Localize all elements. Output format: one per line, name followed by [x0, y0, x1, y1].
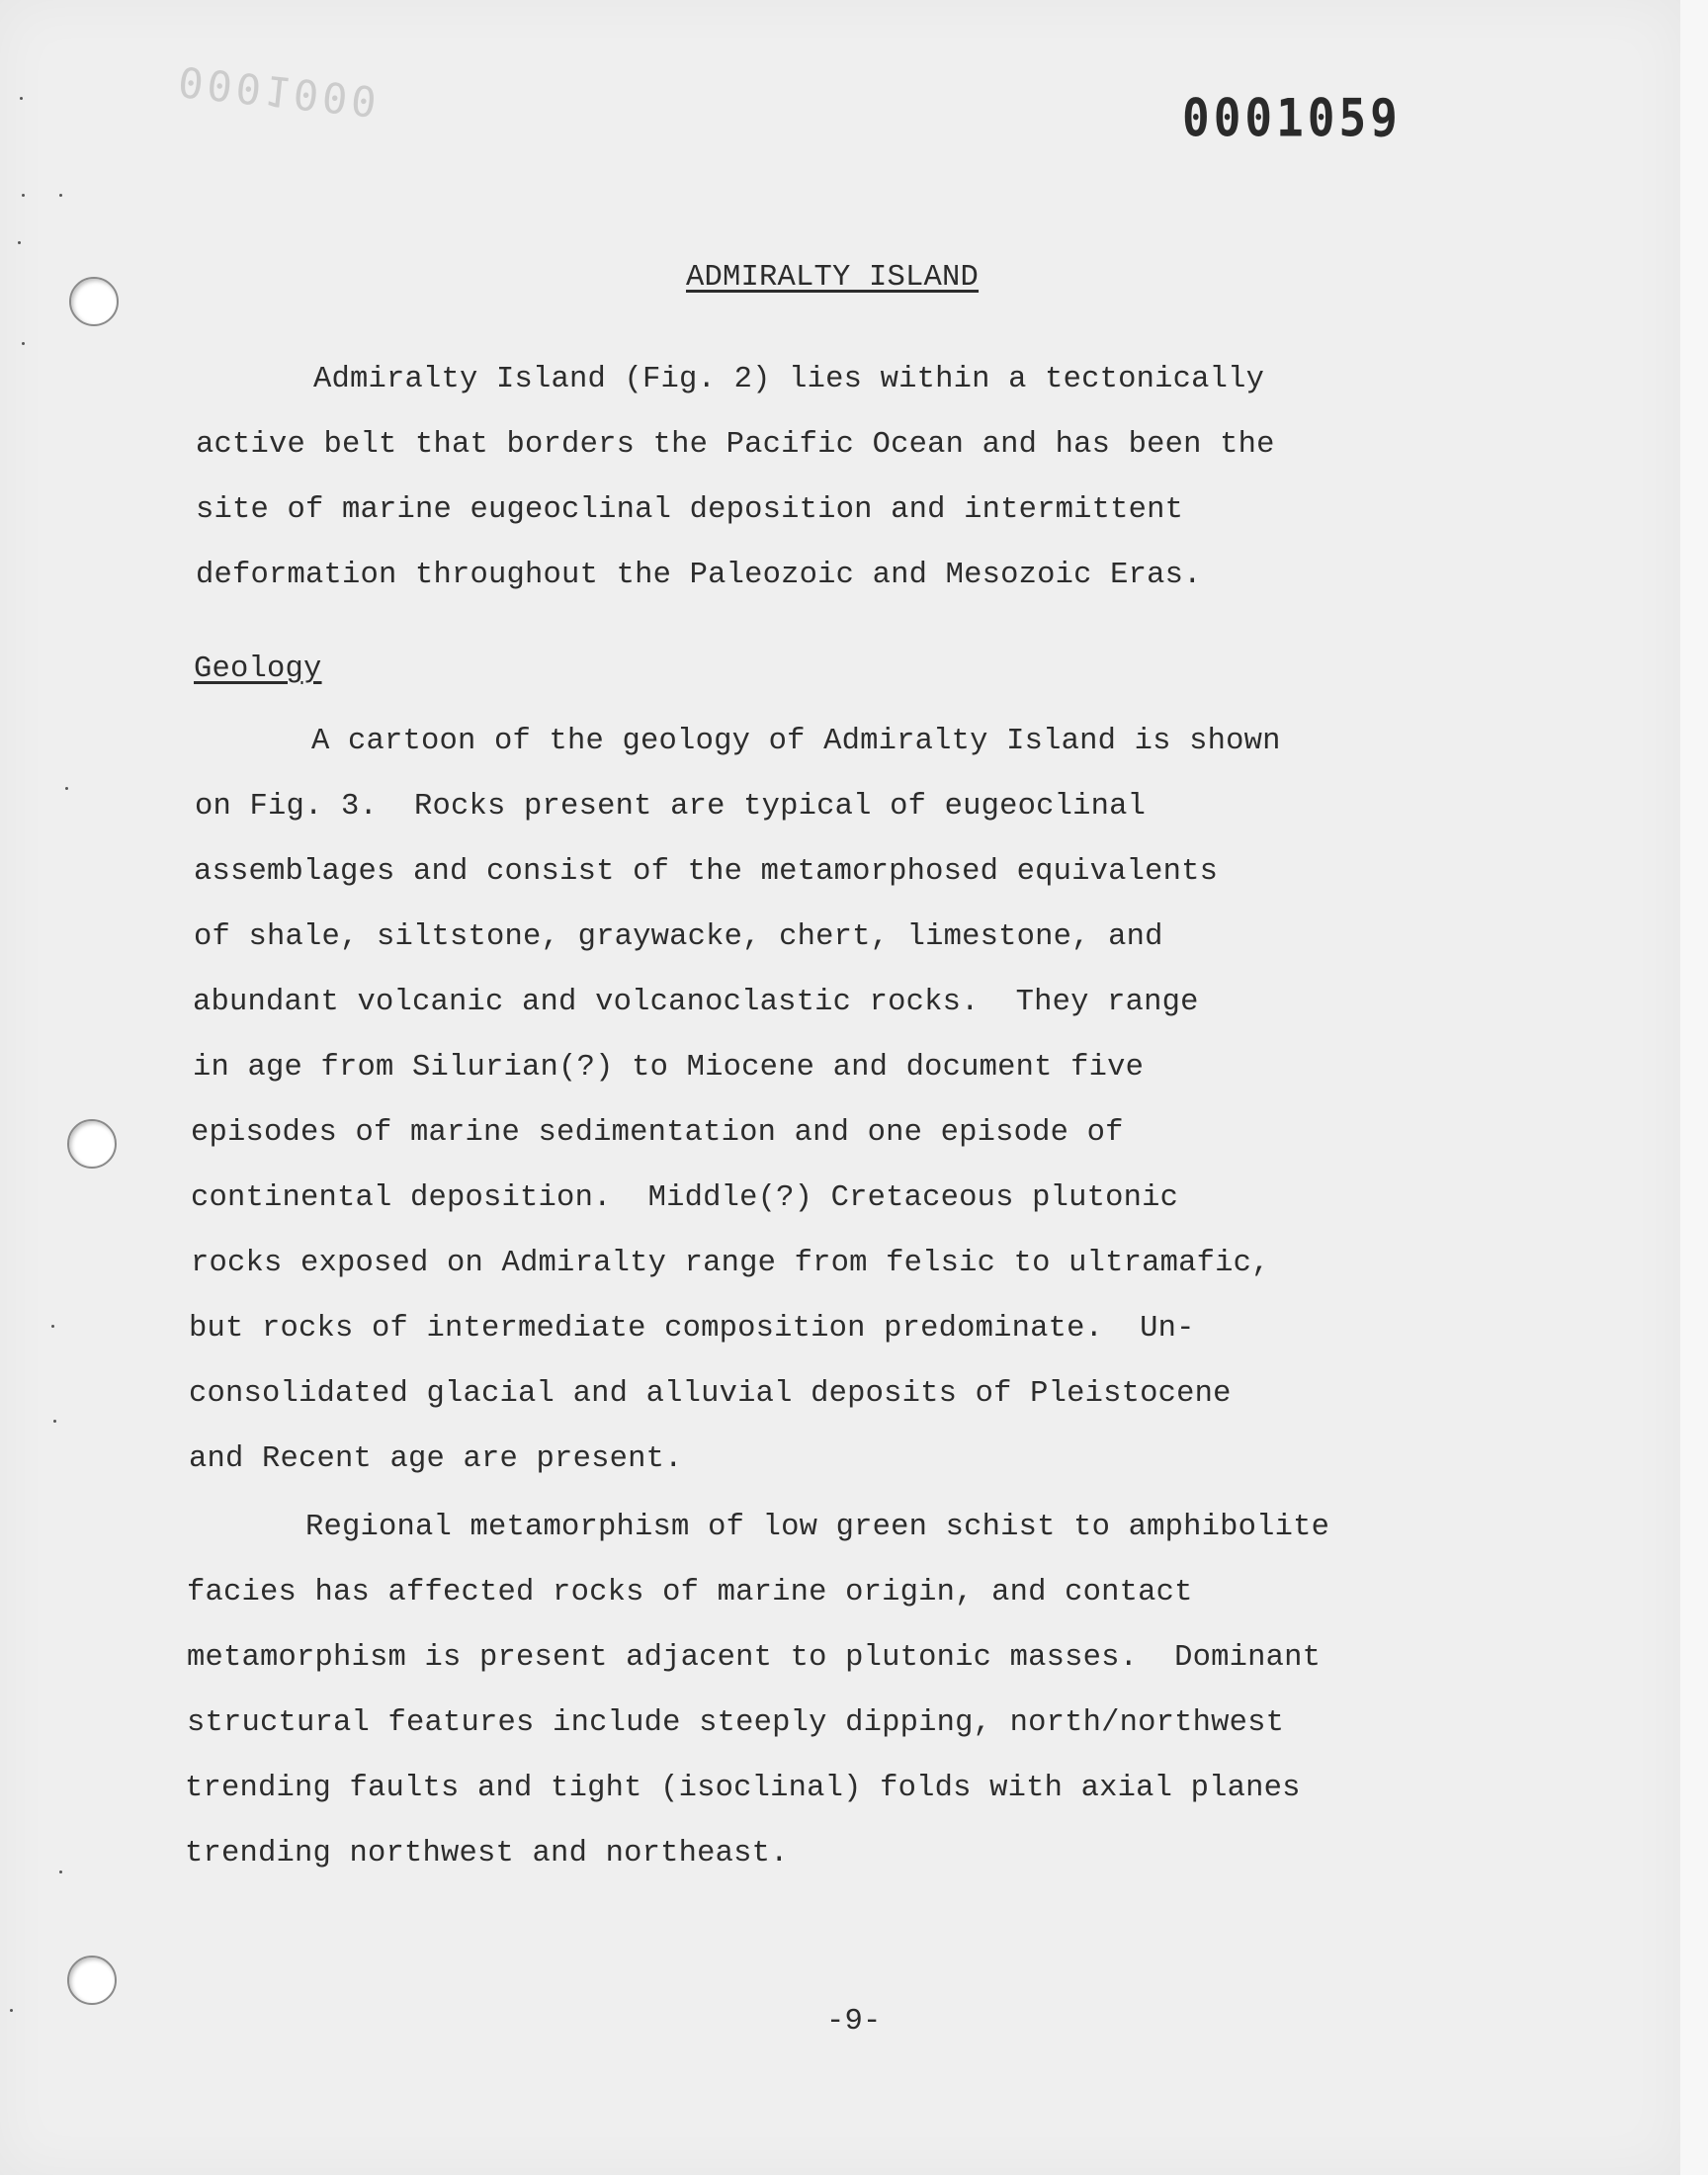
scan-speck [53, 1420, 56, 1423]
paragraph2-line: A cartoon of the geology of Admiralty Island is shown [311, 725, 1281, 758]
paragraph3-line: trending faults and tight (isoclinal) folds with axial planes [185, 1772, 1301, 1805]
scan-speck [20, 97, 23, 100]
paragraph2-line: assemblages and consist of the metamorphosed equivalents [194, 855, 1219, 889]
paragraph2-line: consolidated glacial and alluvial deposits of Pleistocene [189, 1377, 1232, 1411]
paragraph3-line: trending northwest and northeast. [185, 1837, 789, 1870]
page-edge [1680, 0, 1708, 2175]
paragraph2-line: of shale, siltstone, graywacke, chert, limestone, and [194, 920, 1163, 954]
scan-speck [18, 241, 21, 244]
paragraph3-line: Regional metamorphism of low green schist to amphibolite [305, 1511, 1330, 1544]
paragraph3-line: metamorphism is present adjacent to plutonic masses. Dominant [187, 1641, 1322, 1675]
scan-speck [22, 342, 25, 345]
binder-hole-middle [67, 1119, 117, 1169]
section-heading-geology: Geology [194, 652, 322, 686]
paragraph1-line: site of marine eugeoclinal deposition and intermittent [196, 493, 1184, 527]
paragraph1-line: deformation throughout the Paleozoic and Mesozoic Eras. [196, 559, 1202, 592]
document-stamp-number: 0001059 [1182, 86, 1402, 149]
scan-speck [51, 1325, 54, 1328]
binder-hole-top [69, 277, 119, 326]
paragraph2-line: rocks exposed on Admiralty range from felsic to ultramafic, [191, 1247, 1270, 1280]
binder-hole-bottom [67, 1956, 117, 2005]
scan-speck [10, 2009, 13, 2012]
paragraph2-line: episodes of marine sedimentation and one episode of [191, 1116, 1124, 1150]
paragraph3-line: structural features include steeply dipping, north/northwest [187, 1706, 1285, 1740]
paragraph3-line: facies has affected rocks of marine origin, and contact [187, 1576, 1193, 1610]
page-title: ADMIRALTY ISLAND [686, 261, 980, 295]
ghost-stamp-number: 0001000 [176, 56, 384, 127]
paragraph2-line: abundant volcanic and volcanoclastic rocks. They range [193, 986, 1199, 1019]
paragraph1-line: active belt that borders the Pacific Ocean and has been the [196, 428, 1275, 462]
scan-speck [59, 194, 62, 197]
paragraph1-line: Admiralty Island (Fig. 2) lies within a tectonically [313, 363, 1265, 396]
paragraph2-line: but rocks of intermediate composition predominate. Un- [189, 1312, 1195, 1346]
paragraph2-line: and Recent age are present. [189, 1442, 683, 1476]
page-number: -9- [826, 2005, 882, 2039]
paragraph2-line: in age from Silurian(?) to Miocene and document five [193, 1051, 1145, 1085]
scan-speck [59, 1870, 62, 1873]
scan-speck [22, 194, 25, 197]
paragraph2-line: on Fig. 3. Rocks present are typical of eugeoclinal [195, 790, 1147, 824]
scan-speck [65, 787, 68, 790]
paragraph2-line: continental deposition. Middle(?) Cretaceous plutonic [191, 1181, 1179, 1215]
